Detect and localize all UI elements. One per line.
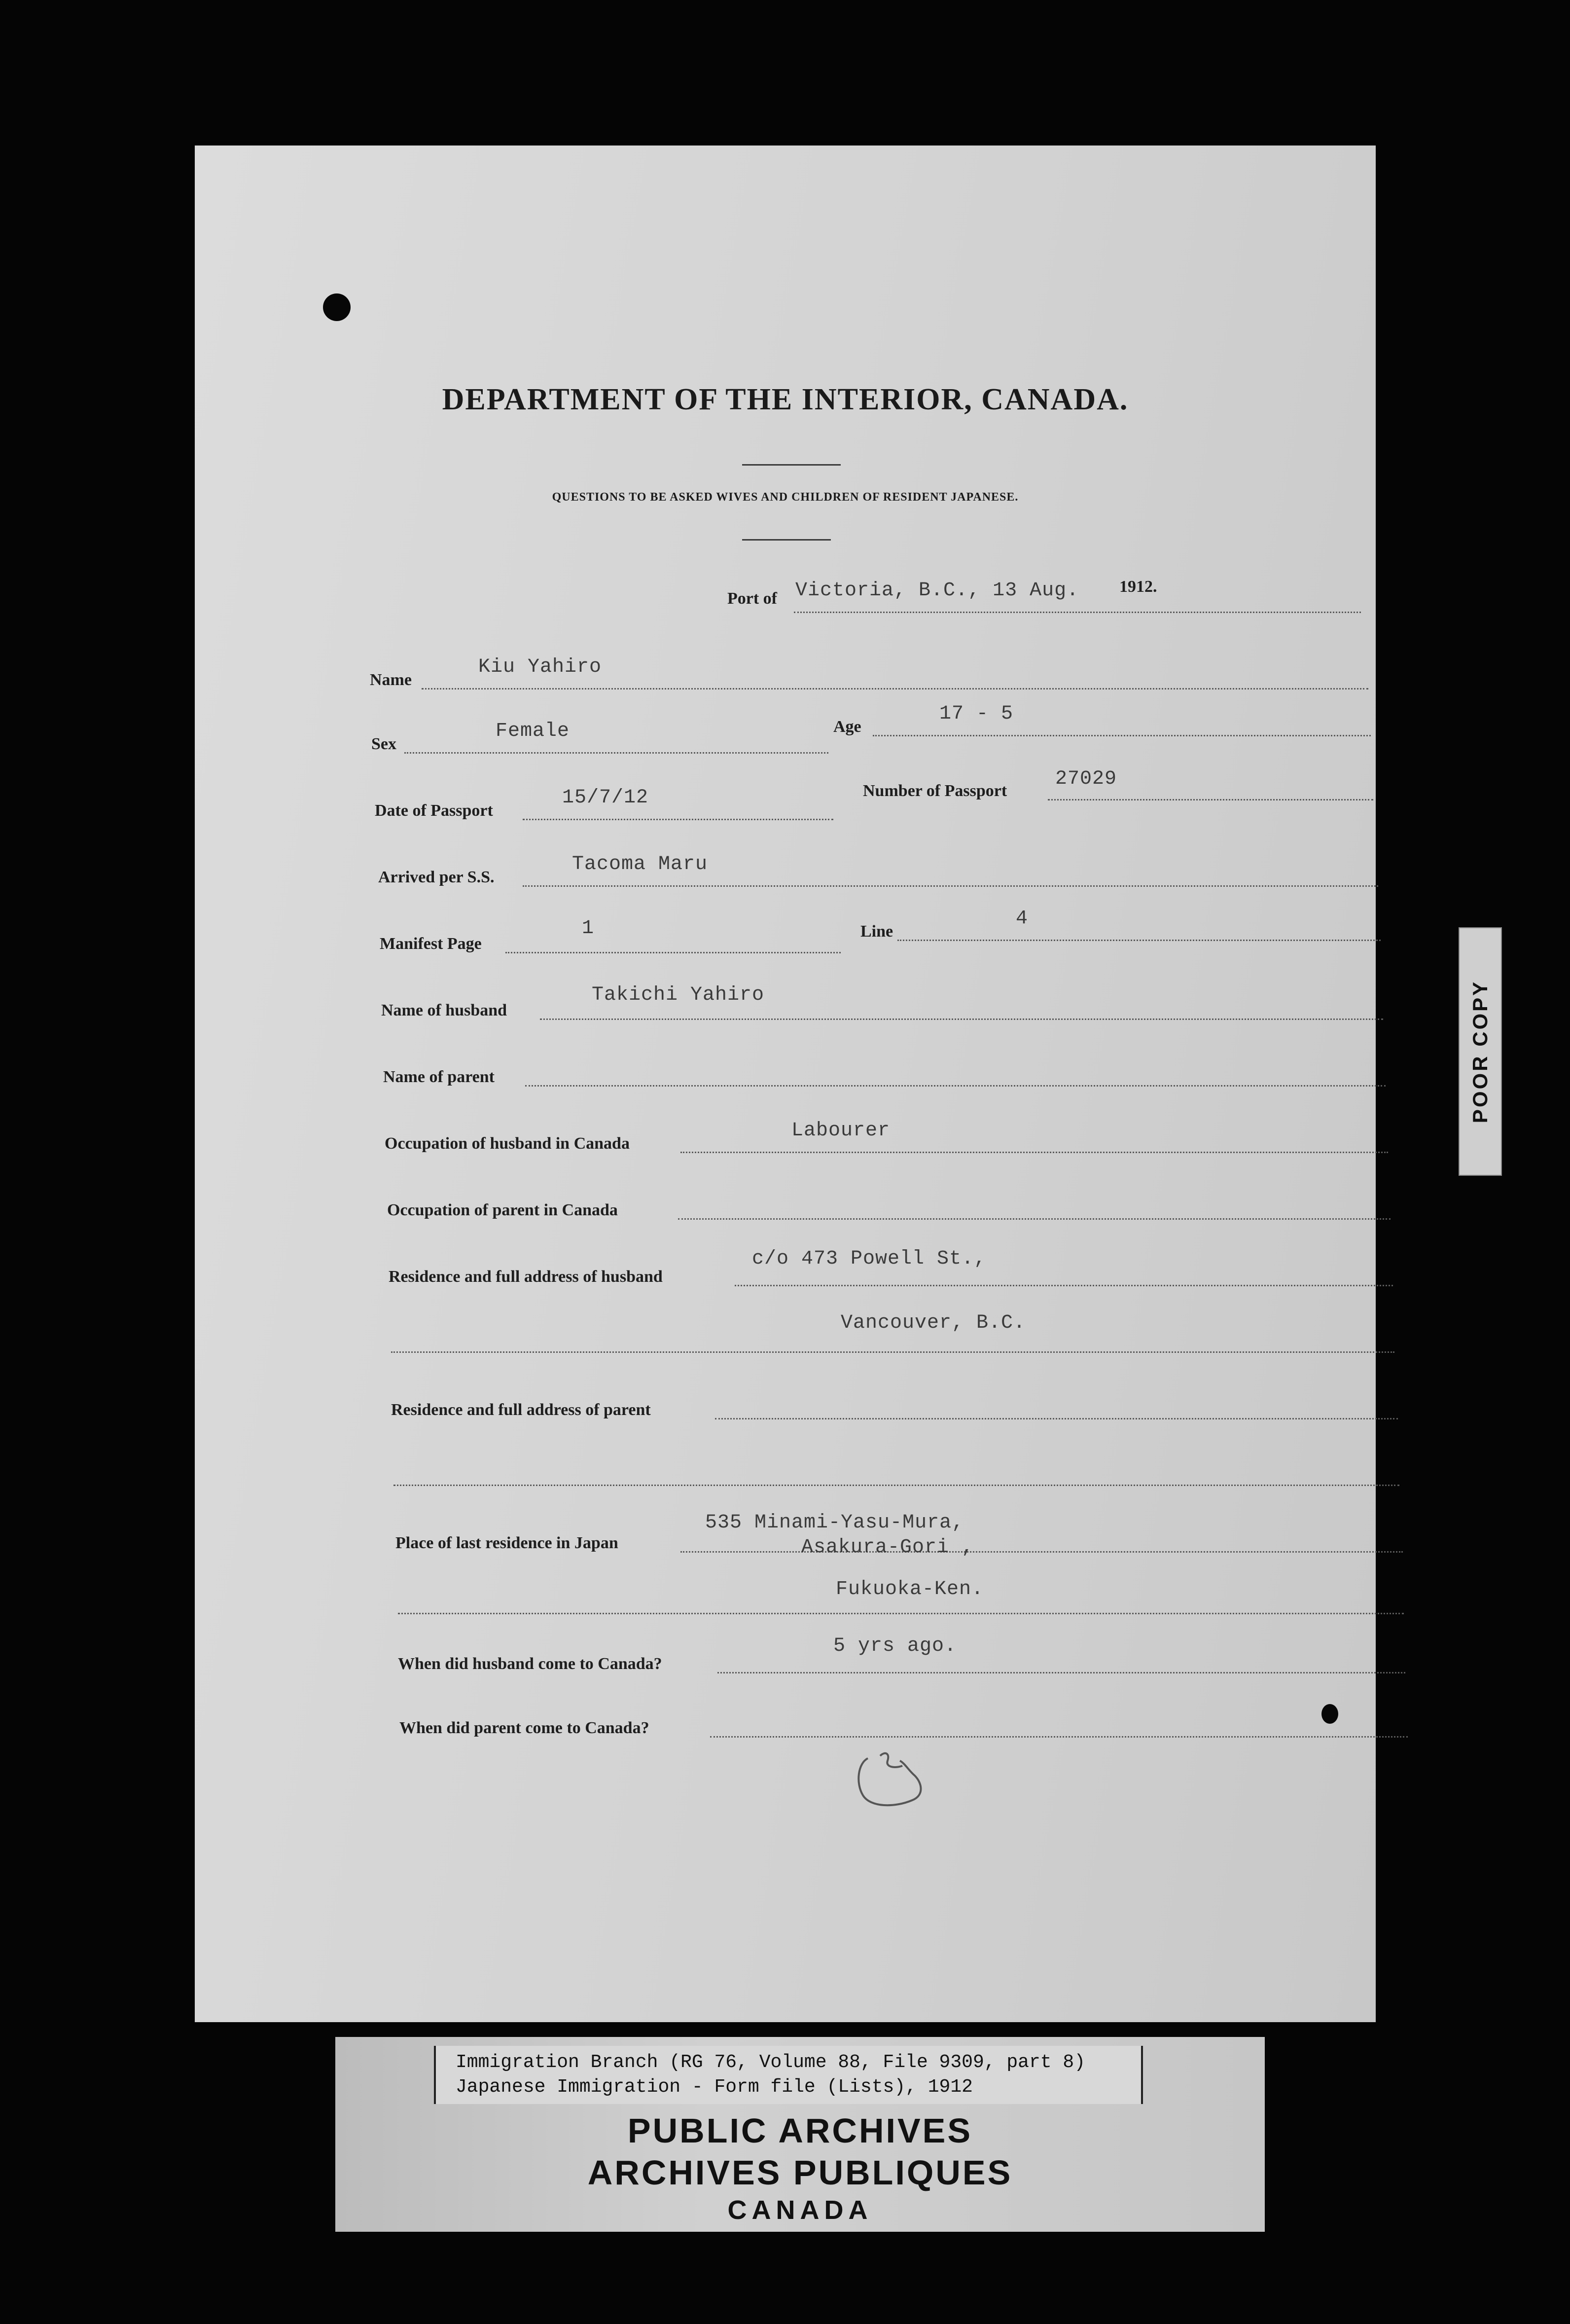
dotted-line [678, 1218, 1391, 1220]
field-value: 535 Minami-Yasu-Mura, [705, 1512, 964, 1534]
field-label: Age [833, 718, 861, 736]
archive-country: CANADA [727, 2195, 873, 2225]
field-label: Number of Passport [863, 782, 1007, 800]
archive-reference [434, 2046, 1143, 2104]
archive-title-en: PUBLIC ARCHIVES [627, 2111, 973, 2150]
field-value-continued: Fukuoka-Ken. [836, 1578, 984, 1600]
port-label: Port of [727, 589, 778, 608]
dotted-line [680, 1551, 1403, 1553]
divider [742, 464, 841, 466]
dotted-line [717, 1672, 1405, 1673]
dotted-line [710, 1736, 1408, 1738]
archive-title-fr: ARCHIVES PUBLIQUES [587, 2153, 1013, 2192]
reference-line: Immigration Branch (RG 76, Volume 88, File 9309, part 8) [456, 2052, 1086, 2073]
punch-hole [1321, 1704, 1338, 1724]
field-value: Labourer [791, 1120, 891, 1142]
field-value: 27029 [1055, 768, 1117, 790]
dotted-line [523, 885, 1378, 887]
poor-copy-text: POOR COPY [1468, 980, 1492, 1124]
field-value: 1 [582, 917, 595, 940]
field-label: Name [370, 671, 412, 689]
department-heading: DEPARTMENT OF THE INTERIOR, CANADA. [442, 383, 1129, 416]
field-label: When did parent come to Canada? [399, 1719, 649, 1737]
dotted-line [404, 752, 828, 754]
dotted-line [398, 1613, 1404, 1614]
dotted-line [505, 952, 841, 953]
field-value: 4 [1016, 908, 1029, 930]
field-label: Occupation of parent in Canada [387, 1201, 618, 1219]
archive-label [335, 2037, 1265, 2232]
field-label: Sex [371, 735, 396, 753]
field-label: Manifest Page [380, 935, 482, 953]
dotted-line [391, 1351, 1394, 1353]
reference-line: Japanese Immigration - Form file (Lists), 1912 [456, 2076, 973, 2098]
port-value: Victoria, B.C., 13 Aug. [795, 580, 1079, 602]
dotted-line [525, 1085, 1386, 1087]
field-label: When did husband come to Canada? [398, 1655, 662, 1673]
field-label: Date of Passport [375, 801, 493, 820]
field-value: 15/7/12 [562, 787, 649, 809]
form-sheet [195, 145, 1376, 2022]
divider [742, 539, 831, 541]
form-subtitle: QUESTIONS TO BE ASKED WIVES AND CHILDREN OF RESIDENT JAPANESE. [552, 491, 1019, 504]
dotted-line [1048, 799, 1373, 800]
field-value: c/o 473 Powell St., [752, 1248, 987, 1270]
field-label: Occupation of husband in Canada [385, 1134, 630, 1153]
dotted-line [794, 612, 1361, 613]
dotted-line [393, 1485, 1399, 1486]
port-year: 1912. [1119, 578, 1157, 596]
field-label: Name of husband [381, 1001, 507, 1019]
dotted-line [680, 1152, 1388, 1153]
field-label: Name of parent [383, 1068, 495, 1086]
dotted-line [523, 819, 833, 820]
field-label: Arrived per S.S. [378, 868, 495, 886]
dotted-line [897, 940, 1381, 941]
field-value: Takichi Yahiro [592, 984, 765, 1006]
field-label: Place of last residence in Japan [395, 1534, 618, 1552]
dotted-line [873, 735, 1371, 736]
dotted-line [735, 1285, 1393, 1286]
dotted-line [715, 1418, 1398, 1419]
dotted-line [422, 688, 1368, 690]
field-value: Tacoma Maru [572, 853, 708, 875]
field-value-continued: Asakura-Gori , [801, 1536, 974, 1559]
handwritten-mark [851, 1748, 929, 1813]
field-value: Female [496, 720, 570, 742]
field-value: Kiu Yahiro [478, 656, 602, 678]
field-label: Residence and full address of husband [389, 1268, 663, 1286]
field-value-continued: Vancouver, B.C. [841, 1312, 1026, 1334]
field-label: Residence and full address of parent [391, 1401, 651, 1419]
dotted-line [540, 1018, 1383, 1020]
punch-hole [323, 293, 351, 321]
poor-copy-stamp [1459, 927, 1502, 1176]
field-label: Line [860, 922, 893, 941]
field-value: 17 - 5 [939, 703, 1014, 725]
field-value: 5 yrs ago. [833, 1635, 957, 1657]
